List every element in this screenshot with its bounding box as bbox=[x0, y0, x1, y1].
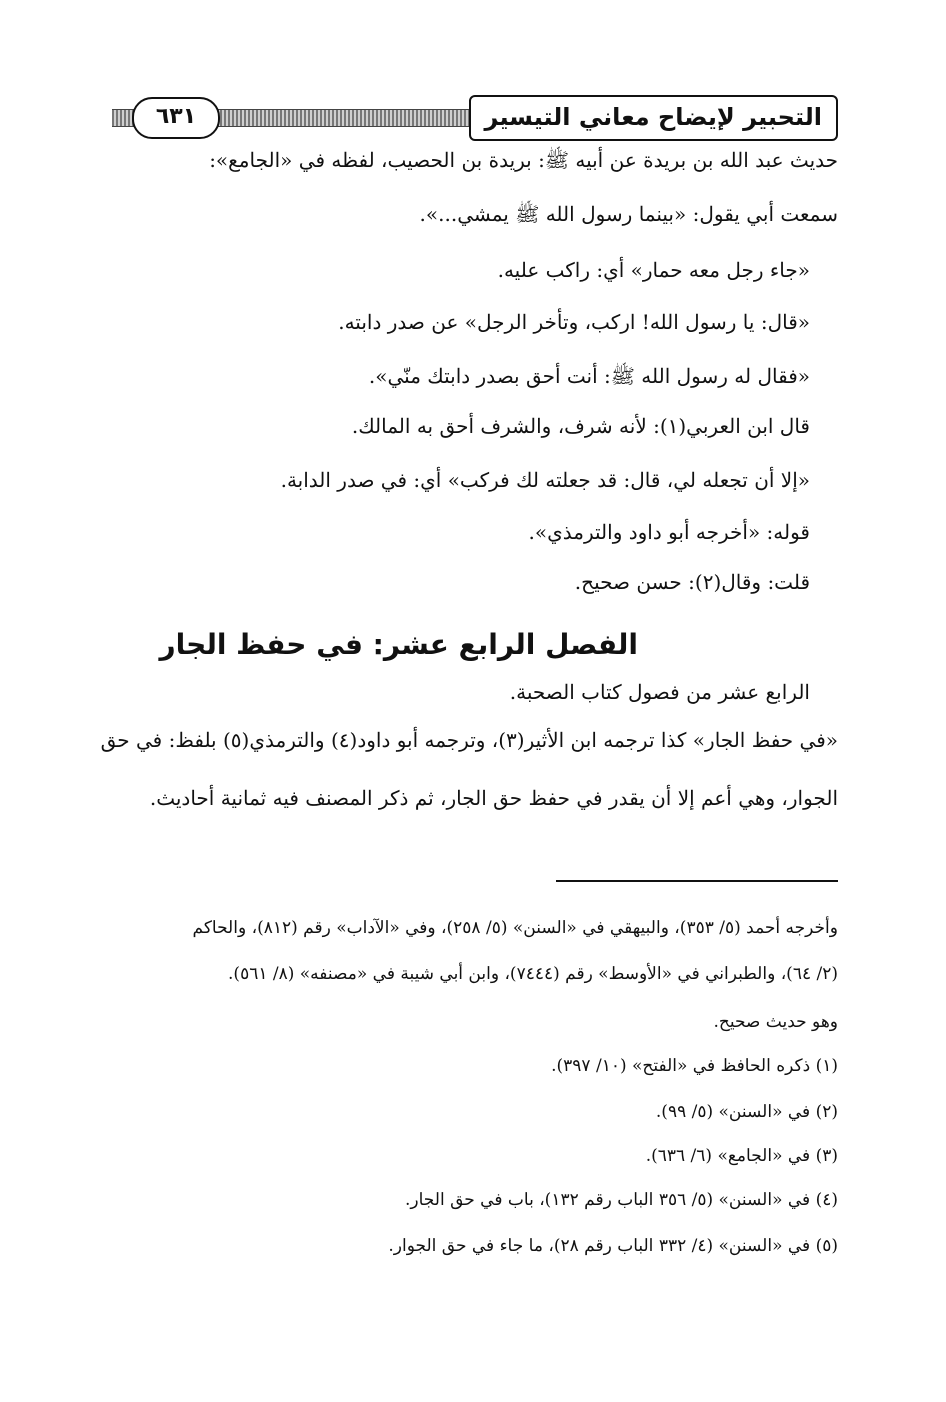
text-line: سمعت أبي يقول: «بينما رسول الله ﷺ يمشي...». bbox=[419, 202, 838, 226]
text-line: الرابع عشر من فصول كتاب الصحبة. bbox=[509, 680, 810, 704]
text-line: قال ابن العربي(١): لأنه شرف، والشرف أحق به المالك. bbox=[351, 414, 810, 438]
footnote-line: (٤) في «السنن» (٥/ ٣٥٦ الباب رقم ١٣٢)، باب في حق الجار. bbox=[405, 1190, 838, 1210]
footnote-line: (٣) في «الجامع» (٦/ ٦٣٦). bbox=[645, 1146, 838, 1166]
chapter-heading: الفصل الرابع عشر: في حفظ الجار bbox=[159, 628, 638, 661]
running-header bbox=[112, 95, 838, 143]
text-line: الجوار، وهي أعم إلا أن يقدر في حفظ حق الجار، ثم ذكر المصنف فيه ثمانية أحاديث. bbox=[149, 786, 838, 810]
text-line: قوله: «أخرجه أبو داود والترمذي». bbox=[528, 520, 810, 544]
footnote-line: وأخرجه أحمد (٥/ ٣٥٣)، والبيهقي في «السنن» (٥/ ٢٥٨)، وفي «الآداب» رقم (٨١٢)، والحاكم bbox=[192, 918, 838, 938]
text-line: «قال: يا رسول الله! اركب، وتأخر الرجل» عن صدر دابته. bbox=[338, 310, 810, 334]
footnote-line: وهو حديث صحيح. bbox=[713, 1012, 838, 1032]
text-line: قلت: وقال(٢): حسن صحيح. bbox=[574, 570, 810, 594]
footnote-line: (٢) في «السنن» (٥/ ٩٩). bbox=[655, 1102, 838, 1122]
footnote-line: (٥) في «السنن» (٤/ ٣٣٢ الباب رقم ٢٨)، ما جاء في حق الجوار. bbox=[388, 1236, 838, 1256]
text-line: «في حفظ الجار» كذا ترجمه ابن الأثير(٣)، وترجمه أبو داود(٤) والترمذي(٥) بلفظ: في حق bbox=[100, 728, 838, 752]
book-title: التحبير لإيضاح معاني التيسير bbox=[469, 95, 838, 141]
footnote-line: (١) ذكره الحافظ في «الفتح» (١٠/ ٣٩٧). bbox=[551, 1056, 838, 1076]
page-number: ٦٣١ bbox=[132, 97, 220, 139]
footnote-line: (٢/ ٦٤)، والطبراني في «الأوسط» رقم (٧٤٤٤)، وابن أبي شيبة في «مصنفه» (٨/ ٥٦١). bbox=[228, 964, 838, 984]
footnote-separator bbox=[556, 880, 838, 882]
text-line: «إلا أن تجعله لي، قال: قد جعلته لك فركب» أي: في صدر الدابة. bbox=[280, 468, 810, 492]
text-line: حديث عبد الله بن بريدة عن أبيه ﷺ: بريدة بن الحصيب، لفظه في «الجامع»: bbox=[209, 148, 838, 172]
text-line: «جاء رجل معه حمار» أي: راكب عليه. bbox=[497, 258, 810, 282]
text-line: «فقال له رسول الله ﷺ: أنت أحق بصدر دابتك منّي». bbox=[368, 364, 810, 388]
